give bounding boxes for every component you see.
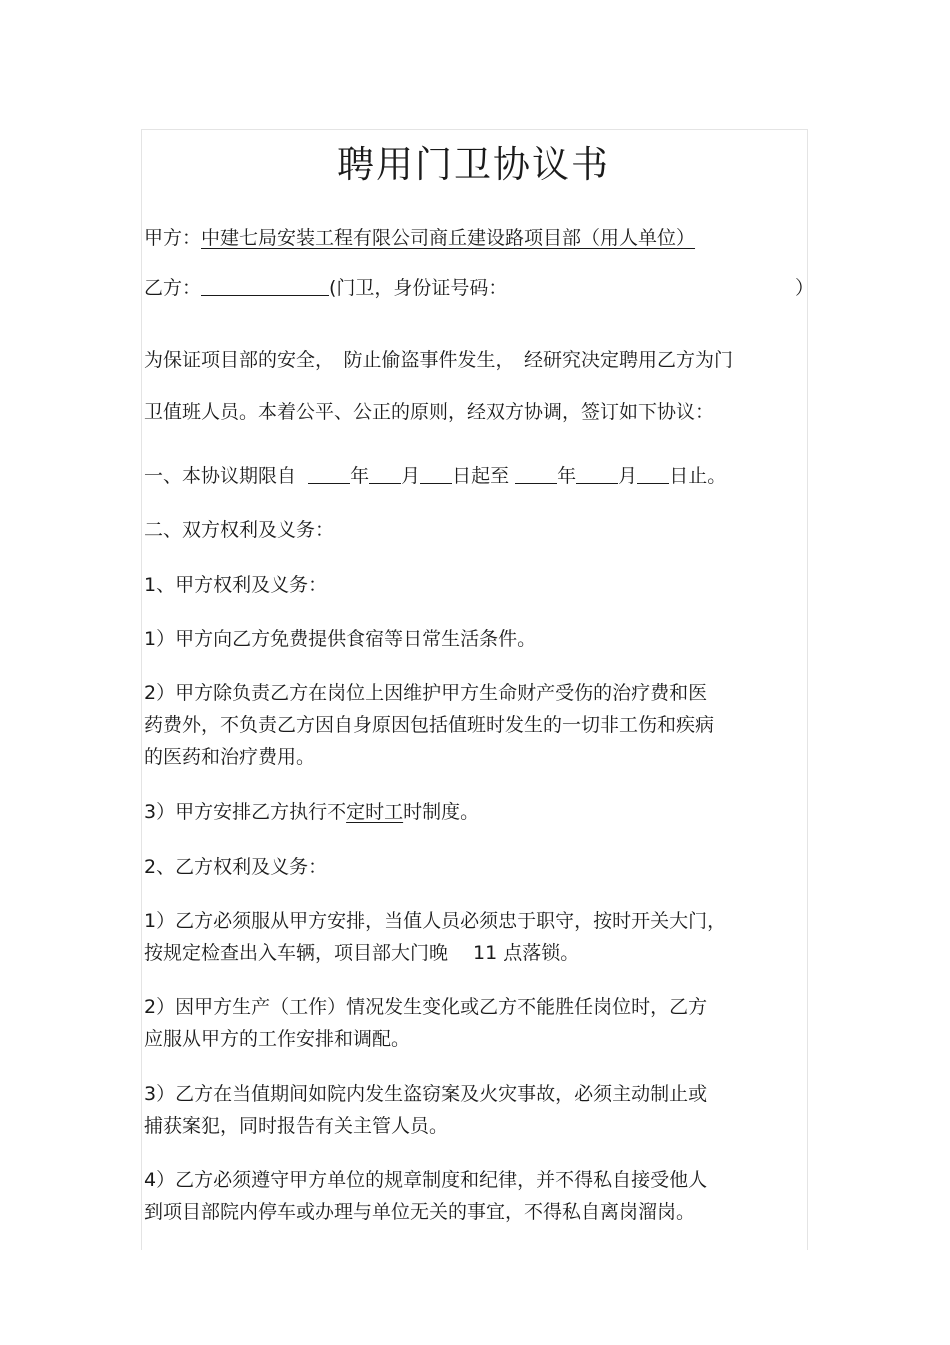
- intro-line-1: 为保证项目部的安全， 防止偷盗事件发生， 经研究决定聘用乙方为门: [144, 349, 734, 371]
- start-year-label: 年: [350, 465, 370, 487]
- party-a-item-3: [144, 796, 479, 829]
- party-b-item-3-line-1: 3）乙方在当值期间如院内发生盗窃案及火灾事故，必须主动制止或: [144, 1083, 708, 1105]
- party-a-item-3-underlined: 定时工: [346, 801, 404, 823]
- party-a-item-2-line-1: 2）甲方除负责乙方在岗位上因维护甲方生命财产受伤的治疗费和医: [144, 682, 708, 704]
- party-b-item-3-line-2: 捕获案犯，同时报告有关主管人员。: [144, 1115, 449, 1137]
- party-b-item-2-line-2: 应服从甲方的工作安排和调配。: [144, 1028, 411, 1050]
- party-a-label: 甲方：: [144, 227, 202, 249]
- party-b-label: 乙方：: [144, 277, 202, 299]
- end-month-label: 月: [618, 465, 638, 487]
- document-title: 聘用门卫协议书: [337, 143, 610, 186]
- party-b-close-paren: ）: [795, 277, 815, 299]
- end-day-label: 日止。: [669, 465, 727, 487]
- party-a-item-1: 1）甲方向乙方免费提供食宿等日常生活条件。: [144, 628, 537, 650]
- start-day-label: 日起至: [452, 465, 510, 487]
- party-b-item-1-line-1: 1）乙方必须服从甲方安排，当值人员必须忠于职守，按时开关大门，: [144, 910, 727, 932]
- party-b-line: [144, 272, 507, 305]
- term-prefix: 一、本协议期限自: [144, 465, 297, 487]
- start-year-blank: [308, 463, 350, 484]
- party-b-item-2-line-1: 2）因甲方生产（工作）情况发生变化或乙方不能胜任岗位时，乙方: [144, 996, 708, 1018]
- party-a-rights-heading: 1、甲方权利及义务：: [144, 574, 328, 596]
- end-day-blank: [637, 463, 669, 484]
- intro-line-2: 卫值班人员。本着公平、公正的原则，经双方协调，签订如下协议：: [144, 401, 715, 423]
- party-b-item-1-line-2: 按规定检查出入车辆，项目部大门晚 11 点落锁。: [144, 942, 580, 964]
- end-year-label: 年: [557, 465, 577, 487]
- party-a-item-3-pre: 3）甲方安排乙方执行不: [144, 801, 347, 823]
- party-b-rights-heading: 2、乙方权利及义务：: [144, 856, 328, 878]
- party-a-value: 中建七局安装工程有限公司商丘建设路项目部（用人单位）: [201, 227, 696, 249]
- party-b-note: (门卫，身份证号码：: [329, 277, 508, 299]
- end-month-blank: [576, 463, 618, 484]
- section-2-heading: 二、双方权利及义务：: [144, 519, 335, 541]
- start-month-blank: [369, 463, 401, 484]
- party-b-item-4-line-2: 到项目部院内停车或办理与单位无关的事宜，不得私自离岗溜岗。: [144, 1201, 696, 1223]
- party-a-item-3-post: 时制度。: [403, 801, 480, 823]
- party-b-name-blank: [201, 275, 329, 296]
- term-line: [144, 460, 726, 493]
- party-a-item-2-line-3: 的医药和治疗费用。: [144, 746, 316, 768]
- end-year-blank: [515, 463, 557, 484]
- party-b-item-4-line-1: 4）乙方必须遵守甲方单位的规章制度和纪律，并不得私自接受他人: [144, 1169, 708, 1191]
- start-day-blank: [420, 463, 452, 484]
- party-a-item-2-line-2: 药费外，不负责乙方因自身原因包括值班时发生的一切非工伤和疾病: [144, 714, 715, 736]
- party-a-line: [144, 222, 695, 255]
- start-month-label: 月: [401, 465, 421, 487]
